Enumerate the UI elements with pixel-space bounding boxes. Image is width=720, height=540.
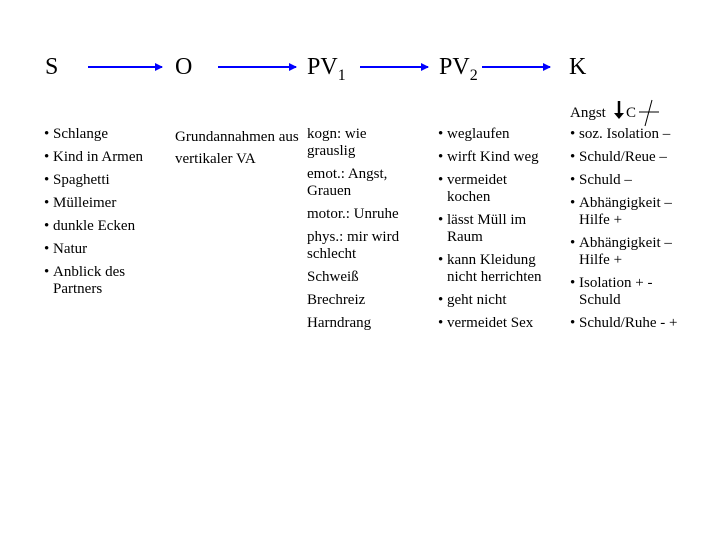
- list-item: • Spaghetti: [44, 172, 169, 189]
- list-item: • Schlange: [44, 126, 169, 143]
- list-item: • lässt Müll im Raum: [438, 212, 547, 246]
- list-item: • Kind in Armen: [44, 149, 169, 166]
- pv1-column: [307, 126, 415, 338]
- list-item: • Abhängigkeit – Hilfe +: [570, 195, 697, 229]
- pv2-column: [438, 126, 556, 338]
- list-item: motor.: Unruhe: [307, 206, 399, 222]
- list-item: • Mülleimer: [44, 195, 169, 212]
- list-item: • kann Kleidung nicht herrichten: [438, 252, 555, 286]
- o-text: Grundannahmen aus vertikaler VA: [175, 129, 299, 167]
- k-plus-slash: [645, 100, 652, 126]
- list-item: • Schuld/Reue –: [570, 149, 700, 166]
- list-item: Brechreiz: [307, 292, 366, 308]
- list-item: phys.: mir wird schlecht: [307, 229, 400, 262]
- list-item: • vermeidet kochen: [438, 172, 539, 206]
- k-angst-label: Angst: [570, 105, 606, 121]
- list-item: Harndrang: [307, 315, 372, 331]
- k-down-arrow-head: [614, 113, 624, 119]
- list-item: emot.: Angst, Grauen: [307, 166, 388, 199]
- list-item: • Isolation + - Schuld: [570, 275, 679, 309]
- header-s: S: [45, 54, 59, 80]
- list-item: • Schuld/Ruhe - +: [570, 315, 700, 332]
- header-pv2: $PV_2$: [439, 54, 478, 84]
- list-item: • Schuld –: [570, 172, 700, 189]
- s-column: [44, 126, 169, 304]
- list-item: • geht nicht: [438, 292, 556, 309]
- list-item: • dunkle Ecken: [44, 218, 169, 235]
- list-item: Schweiß: [307, 269, 359, 285]
- o-column: [175, 126, 300, 176]
- list-item: kogn: wie grauslig: [307, 126, 367, 159]
- list-item: • Anblick des Partners: [44, 264, 149, 298]
- k-c-label: C: [626, 105, 637, 121]
- list-item: • vermeidet Sex: [438, 315, 556, 332]
- header-k: K: [569, 54, 587, 80]
- header-o: O: [175, 54, 193, 80]
- list-item: • Natur: [44, 241, 169, 258]
- list-item: • soz. Isolation –: [570, 126, 700, 143]
- k-column: [570, 126, 700, 338]
- list-item: • weglaufen: [438, 126, 556, 143]
- list-item: • Abhängigkeit – Hilfe +: [570, 235, 697, 269]
- header-pv1: $PV_1$: [307, 54, 346, 84]
- list-item: • wirft Kind weg: [438, 149, 556, 166]
